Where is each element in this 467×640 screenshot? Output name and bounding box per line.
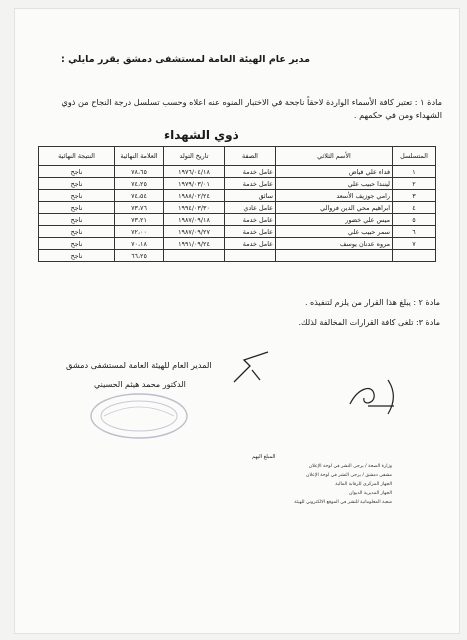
cell-mark: ٦٦،٢٥ [115, 250, 164, 262]
cell-mark: ٧٣،٢١ [115, 214, 164, 226]
results-table [38, 146, 436, 262]
cell-name: رامي جوزيف الأسعد [276, 190, 393, 202]
cell-mark: ٧٣،٧٦ [115, 202, 164, 214]
cell-result: ناجح [39, 190, 115, 202]
signature-right [344, 370, 404, 418]
cc-heading: المبلغ اليهم [252, 454, 276, 460]
cell-birthdate [164, 250, 225, 262]
cell-serial: ٥ [393, 214, 436, 226]
header-serial: المتسلسل [393, 147, 436, 166]
cell-job: عامل خدمة [225, 166, 276, 178]
cell-serial: ٦ [393, 226, 436, 238]
signer-name: الدكتور محمد هيثم الحسيني [94, 380, 186, 389]
cell-result: ناجح [39, 238, 115, 250]
cc-line: الجهاز المركزي للرقابة المالية [335, 482, 392, 487]
cell-mark: ٧٢،٠٠ [115, 226, 164, 238]
cell-name: ميس علي خضور [276, 214, 393, 226]
cell-result: ناجح [39, 178, 115, 190]
cell-job: عامل عادي [225, 202, 276, 214]
cc-line: شعبة المعلوماتية للنشر في الموقع الالكتروني للهيئة [294, 500, 392, 505]
cell-serial: ٧ [393, 238, 436, 250]
article-3: مادة ٣: تلغى كافة القرارات المخالفة لذلك. [298, 318, 440, 327]
cell-birthdate: ١٩٧٩/٠٣/٠١ [164, 178, 225, 190]
cell-name: لينندا حبيب علي [276, 178, 393, 190]
cell-birthdate: ١٩٧٦/٠٤/١٨ [164, 166, 225, 178]
cell-mark: ٧٠،١٨ [115, 238, 164, 250]
cell-name: فداء علي فياض [276, 166, 393, 178]
header-final-result: النتيجة النهائية [39, 147, 115, 166]
cell-result: ناجح [39, 214, 115, 226]
header-job: الصفة [225, 147, 276, 166]
cell-birthdate: ١٩٨٧/٠٩/٢٧ [164, 226, 225, 238]
header-birthdate: تاريخ التولد [164, 147, 225, 166]
table-row [39, 202, 436, 214]
cell-job: عامل خدمة [225, 226, 276, 238]
header-final-mark: العلامة النهائية [115, 147, 164, 166]
document-page [14, 8, 460, 634]
table-row [39, 178, 436, 190]
cell-job: سائق [225, 190, 276, 202]
cell-name: ابراهيم محي الدين فروالي [276, 202, 393, 214]
cell-birthdate: ١٩٩٤/٠٣/٣٠ [164, 202, 225, 214]
table-row [39, 238, 436, 250]
table-row [39, 226, 436, 238]
official-stamp [84, 386, 194, 446]
cell-result: ناجح [39, 250, 115, 262]
signature-left [230, 346, 276, 388]
cell-result: ناجح [39, 166, 115, 178]
cell-serial: ٣ [393, 190, 436, 202]
cc-line: وزارة الصحة / يرجى النشر في لوحة الإعلان [308, 464, 392, 469]
cell-serial: ١ [393, 166, 436, 178]
table-row [39, 250, 436, 262]
cell-job: عامل خدمة [225, 178, 276, 190]
cell-birthdate: ١٩٩١/٠٩/٢٤ [164, 238, 225, 250]
cell-result: ناجح [39, 202, 115, 214]
table-row [39, 190, 436, 202]
cell-serial: ٢ [393, 178, 436, 190]
cell-name: مروه عدنان يوسف [276, 238, 393, 250]
cell-job [225, 250, 276, 262]
cell-serial: ٤ [393, 202, 436, 214]
cell-mark: ٧٤،٢٥ [115, 178, 164, 190]
cell-birthdate: ١٩٨٨/٠٢/٢٤ [164, 190, 225, 202]
cell-job: عامل خدمة [225, 214, 276, 226]
table-heading: ذوي الشهداء [164, 128, 239, 142]
header-name: الأسم الثلاثي [276, 147, 393, 166]
cc-line: مشفى دمشق / يرجى النشر في لوحة الإعلان [306, 473, 392, 478]
cell-result: ناجح [39, 226, 115, 238]
cell-birthdate: ١٩٨٧/٠٩/١٨ [164, 214, 225, 226]
cell-job: عامل خدمة [225, 238, 276, 250]
cell-mark: ٧٤،٥٤ [115, 190, 164, 202]
signer-title: المدير العام للهيئة العامة لمستشفى دمشق [66, 360, 212, 370]
article-1: مادة ١ : تعتبر كافة الأسماء الواردة لاحقاً ناجحة في الاختبار المنوه عنه اعلاه وحسب تسلسل درجة النجاح من ذوي الشهداء ومن في حكمهم . [61, 97, 442, 120]
cell-name: سمر حبيب علي [276, 226, 393, 238]
cell-name [276, 250, 393, 262]
table-row [39, 166, 436, 178]
table-row [39, 214, 436, 226]
cc-line: الجهاز المديرية الديوان [349, 491, 392, 496]
cell-serial [393, 250, 436, 262]
cell-mark: ٧٨،٦٥ [115, 166, 164, 178]
table-header-row [39, 147, 436, 166]
decision-title: مدير عام الهيئة العامة لمستشفى دمشق يقرر مايلي : [60, 54, 310, 65]
article-2: مادة ٢ : يبلغ هذا القرار من يلزم لتنفيذه . [304, 298, 440, 307]
